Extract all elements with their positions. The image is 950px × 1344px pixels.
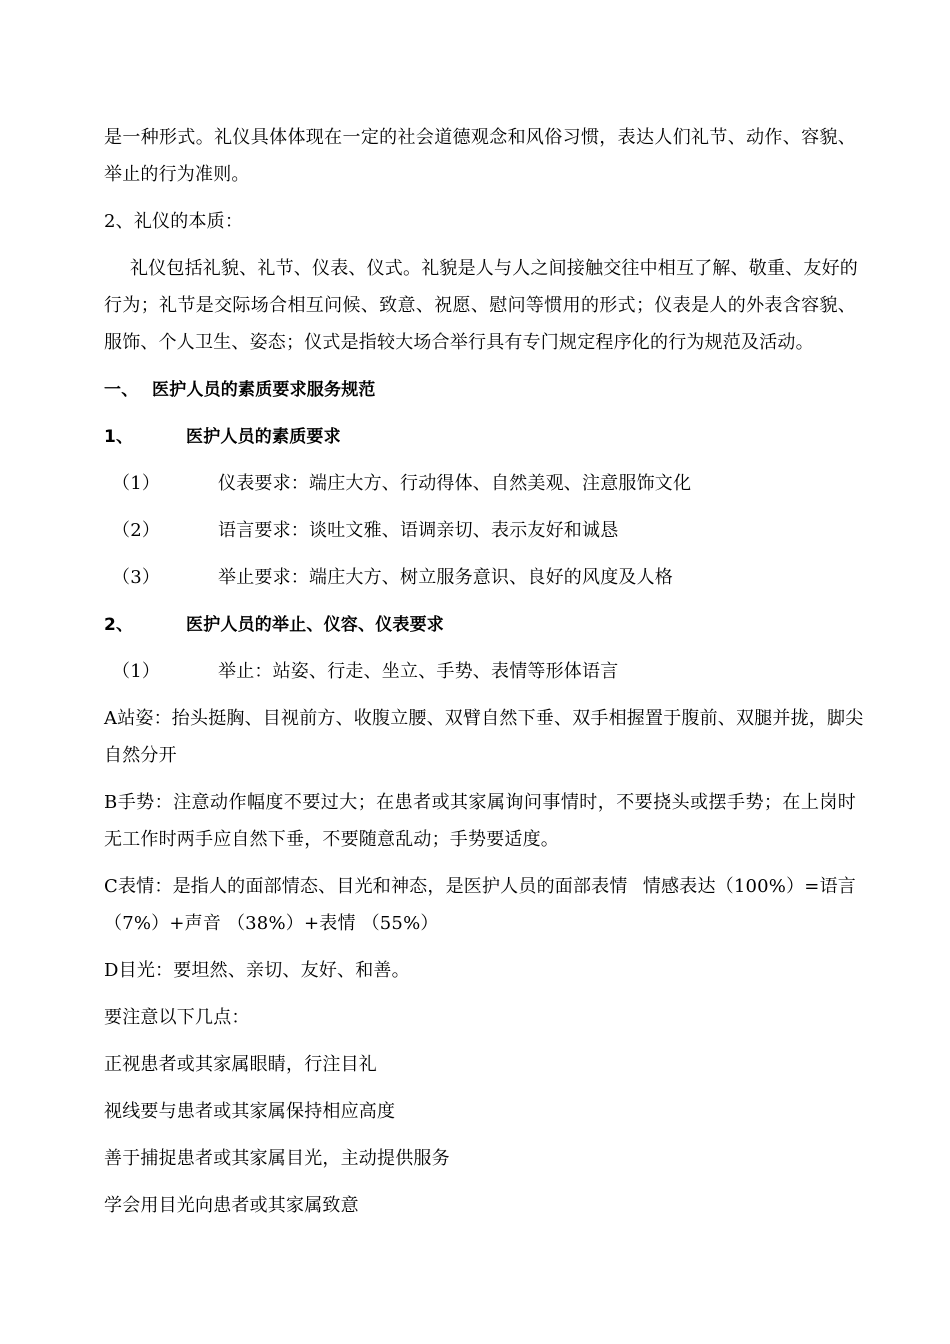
list-item xyxy=(112,660,618,684)
point-line: B手势：注意动作幅度不要过大；在患者或其家属询问事情时，不要挠头或摆手势；在上岗时 xyxy=(104,792,856,813)
list-item-text: 举止：站姿、行走、坐立、手势、表情等形体语言 xyxy=(218,661,619,682)
subsection-title: 医护人员的素质要求 xyxy=(186,427,341,447)
list-item xyxy=(112,519,618,543)
point-line xyxy=(104,875,856,899)
section-heading xyxy=(104,378,376,402)
notes-intro: 要注意以下几点： xyxy=(104,1007,250,1028)
list-item xyxy=(112,472,691,496)
note-item: 学会用目光向患者或其家属致意 xyxy=(104,1195,359,1216)
paragraph-line: 礼仪包括礼貌、礼节、仪表、仪式。礼貌是人与人之间接触交往中相互了解、敬重、友好的 xyxy=(130,258,858,279)
subheading-essence: 2、礼仪的本质： xyxy=(104,211,244,232)
list-item-text: 举止要求：端庄大方、树立服务意识、良好的风度及人格 xyxy=(218,567,673,588)
list-item-text: 语言要求：谈吐文雅、语调亲切、表示友好和诚恳 xyxy=(218,520,619,541)
list-item-number: （2） xyxy=(112,520,161,541)
section-number: 一、 xyxy=(104,380,139,400)
subsection-number: 1、 xyxy=(104,427,134,447)
subsection-heading xyxy=(104,425,341,449)
subsection-number: 2、 xyxy=(104,615,134,635)
subsection-title: 医护人员的举止、仪容、仪表要求 xyxy=(186,615,444,635)
paragraph-line: 是一种形式。礼仪具体体现在一定的社会道德观念和风俗习惯，表达人们礼节、动作、容貌、 xyxy=(104,127,856,148)
point-line: 无工作时两手应自然下垂，不要随意乱动；手势要适度。 xyxy=(104,829,559,850)
expression-definition: C表情：是指人的面部情态、目光和神态，是医护人员的面部表情 xyxy=(104,876,628,897)
point-line: （7%）+声音 （38%）+表情 （55%） xyxy=(104,913,439,934)
point-line: 自然分开 xyxy=(104,745,177,766)
paragraph-line: 行为；礼节是交际场合相互问候、致意、祝愿、慰问等惯用的形式；仪表是人的外表含容貌、 xyxy=(104,295,856,316)
paragraph-line: 举止的行为准则。 xyxy=(104,164,250,185)
list-item xyxy=(112,566,673,590)
list-item-number: （3） xyxy=(112,567,161,588)
note-item: 善于捕捉患者或其家属目光，主动提供服务 xyxy=(104,1148,450,1169)
emotion-formula: 情感表达（100%）=语言 xyxy=(642,876,856,897)
point-line: A站姿：抬头挺胸、目视前方、收腹立腰、双臂自然下垂、双手相握置于腹前、双腿并拢，脚尖 xyxy=(104,708,864,729)
paragraph-line: 服饰、个人卫生、姿态；仪式是指较大场合举行具有专门规定程序化的行为规范及活动。 xyxy=(104,332,814,353)
note-item: 视线要与患者或其家属保持相应高度 xyxy=(104,1101,396,1122)
list-item-number: （1） xyxy=(112,661,161,682)
list-item-text: 仪表要求：端庄大方、行动得体、自然美观、注意服饰文化 xyxy=(218,473,692,494)
list-item-number: （1） xyxy=(112,473,161,494)
point-line: D目光：要坦然、亲切、友好、和善。 xyxy=(104,960,410,981)
section-title: 医护人员的素质要求服务规范 xyxy=(152,380,376,400)
subsection-heading xyxy=(104,613,444,637)
note-item: 正视患者或其家属眼睛，行注目礼 xyxy=(104,1054,377,1075)
